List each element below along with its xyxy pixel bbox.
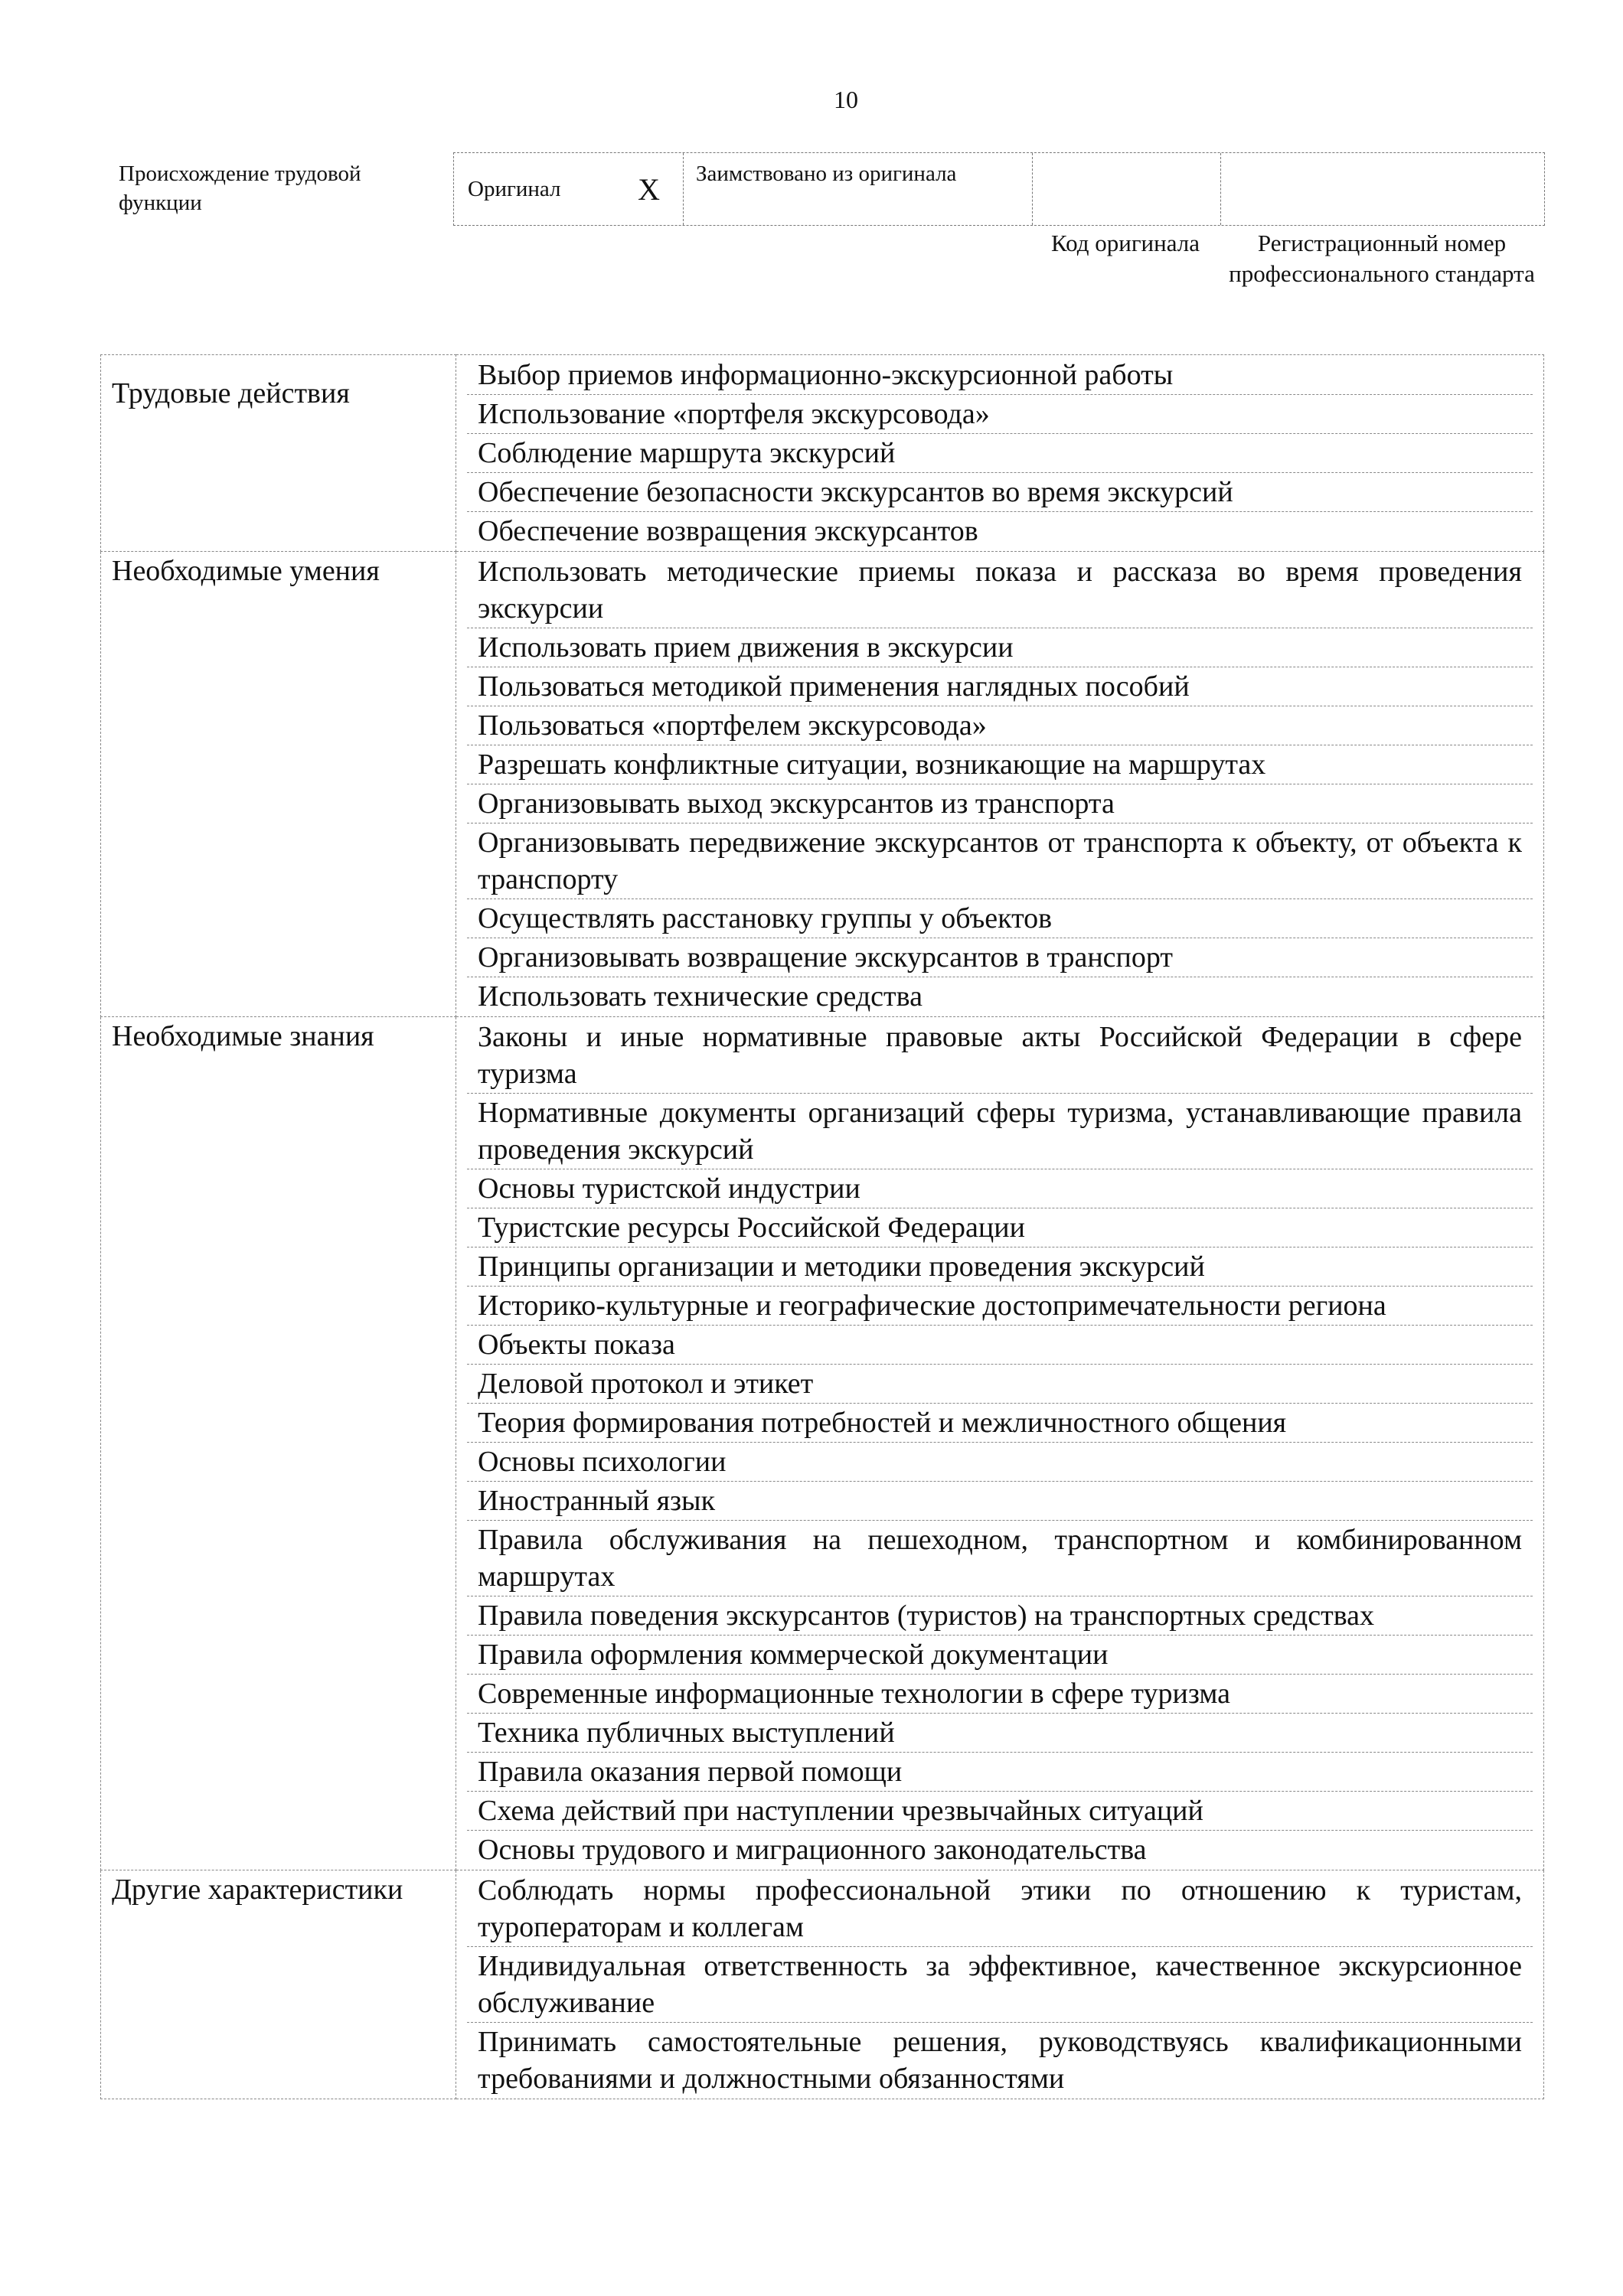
- list-item: Соблюдать нормы профессиональной этики по отношению к туристам, туроператорам и коллегам: [467, 1871, 1533, 1947]
- list-item: Использовать методические приемы показа и рассказа во время проведения экскурсии: [467, 553, 1533, 628]
- list-item: Теория формирования потребностей и межличностного общения: [467, 1404, 1533, 1443]
- original-cell: [454, 153, 684, 225]
- list-item: Использовать прием движения в экскурсии: [467, 628, 1533, 667]
- list-item: Иностранный язык: [467, 1482, 1533, 1521]
- section-items: [456, 355, 1544, 552]
- code-caption: Код оригинала: [1050, 230, 1200, 256]
- list-item: Организовывать выход экскурсантов из транспорта: [467, 784, 1533, 823]
- reg-number-cell: [1221, 153, 1544, 225]
- original-label: Оригинал: [468, 176, 561, 201]
- list-item: Пользоваться «портфелем экскурсовода»: [467, 706, 1533, 745]
- list-item: Нормативные документы организаций сферы туризма, устанавливающие правила проведения экскурсий: [467, 1094, 1533, 1169]
- list-item: Разрешать конфликтные ситуации, возникающие на маршрутах: [467, 745, 1533, 784]
- section-row: [101, 1017, 1544, 1870]
- list-item: Схема действий при наступлении чрезвычайных ситуаций: [467, 1792, 1533, 1831]
- section-items: [456, 1017, 1544, 1870]
- list-item: Историко-культурные и географические достопримечательности региона: [467, 1287, 1533, 1326]
- list-item: Основы трудового и миграционного законодательства: [478, 1834, 1147, 1866]
- origin-label: Происхождение трудовой функции: [119, 161, 361, 215]
- original-mark: X: [638, 171, 660, 207]
- section-row: [101, 355, 1544, 552]
- list-item: Правила обслуживания на пешеходном, транспортном и комбинированном маршрутах: [467, 1521, 1533, 1596]
- page-number: 10: [834, 86, 858, 113]
- origin-table: [453, 152, 1545, 226]
- list-item: Использовать технические средства: [478, 980, 923, 1013]
- list-item: Принципы организации и методики проведения экскурсий: [467, 1247, 1533, 1287]
- list-item: Правила оформления коммерческой документации: [467, 1636, 1533, 1675]
- list-item: Организовывать возвращение экскурсантов в транспорт: [467, 938, 1533, 977]
- list-item: Основы психологии: [467, 1443, 1533, 1482]
- function-table: [100, 354, 1544, 2099]
- list-item: Использование «портфеля экскурсовода»: [467, 395, 1533, 434]
- list-item: Техника публичных выступлений: [467, 1714, 1533, 1753]
- section-label: Другие характеристики: [101, 1870, 456, 2099]
- section-label: Трудовые действия: [101, 355, 456, 552]
- list-item: Индивидуальная ответственность за эффективное, качественное экскурсионное обслуживание: [467, 1947, 1533, 2023]
- list-item: Правила оказания первой помощи: [467, 1753, 1533, 1792]
- section-row: [101, 1870, 1544, 2099]
- code-cell: [1033, 153, 1221, 225]
- list-item: Обеспечение безопасности экскурсантов во время экскурсий: [467, 473, 1533, 512]
- list-item: Соблюдение маршрута экскурсий: [467, 434, 1533, 473]
- section-items: [456, 1870, 1544, 2099]
- list-item: Основы туристской индустрии: [467, 1169, 1533, 1208]
- list-item: Деловой протокол и этикет: [467, 1365, 1533, 1404]
- reg-caption: Регистрационный номер профессионального стандарта: [1229, 230, 1535, 287]
- list-item: Пользоваться методикой применения наглядных пособий: [467, 667, 1533, 706]
- borrowed-label: Заимствовано из оригинала: [684, 153, 1033, 225]
- list-item: Выбор приемов информационно-экскурсионной работы: [467, 356, 1533, 395]
- list-item: Правила поведения экскурсантов (туристов) на транспортных средствах: [467, 1596, 1533, 1636]
- list-item: Современные информационные технологии в сфере туризма: [467, 1675, 1533, 1714]
- section-label: Необходимые умения: [101, 552, 456, 1017]
- section-label: Необходимые знания: [101, 1017, 456, 1870]
- list-item: Туристские ресурсы Российской Федерации: [467, 1208, 1533, 1247]
- list-item: Законы и иные нормативные правовые акты Российской Федерации в сфере туризма: [467, 1018, 1533, 1094]
- list-item: Осуществлять расстановку группы у объектов: [467, 899, 1533, 938]
- list-item: Принимать самостоятельные решения, руководствуясь квалификационными требованиями и должностными обязанностями: [478, 2026, 1522, 2095]
- section-row: [101, 552, 1544, 1017]
- list-item: Обеспечение возвращения экскурсантов: [478, 515, 978, 547]
- section-items: [456, 552, 1544, 1017]
- list-item: Объекты показа: [467, 1326, 1533, 1365]
- list-item: Организовывать передвижение экскурсантов от транспорта к объекту, от объекта к транспорту: [467, 823, 1533, 899]
